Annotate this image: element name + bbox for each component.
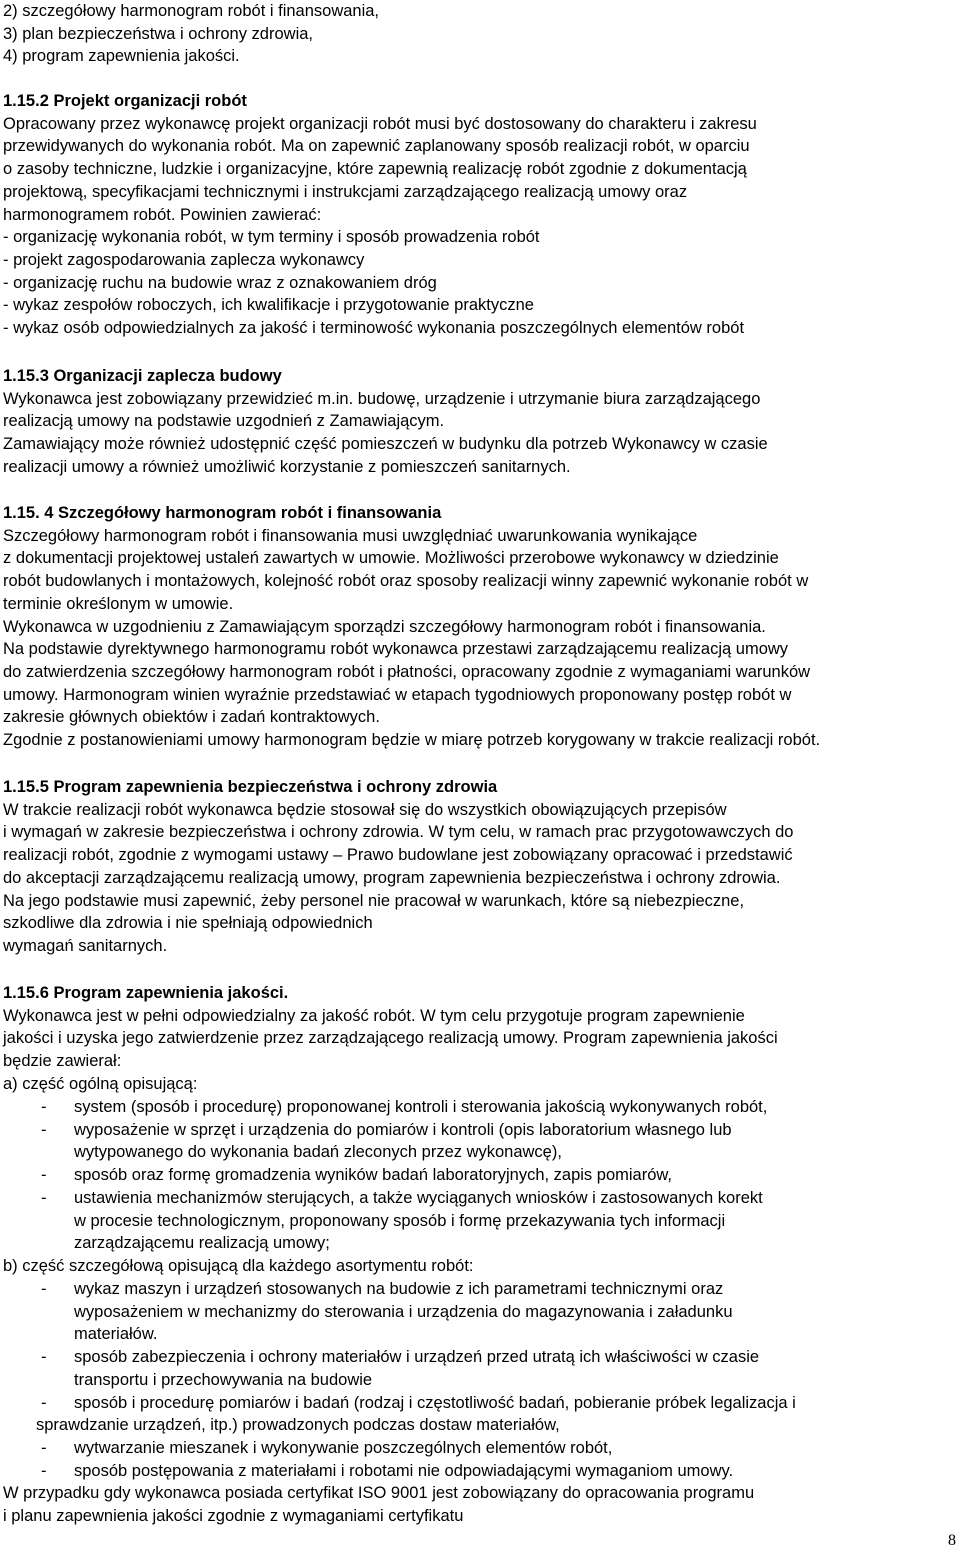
paragraph-line: Wykonawca jest w pełni odpowiedzialny za jakość robót. W tym celu przygotuje program zapewnienie xyxy=(3,1006,745,1025)
paragraph-line: przewidywanych do wykonania robót. Ma on zapewnić zaplanowany sposób realizacji robót, w oparciu xyxy=(3,137,750,156)
paragraph-line: Opracowany przez wykonawcę projekt organizacji robót musi być dostosowany do charakteru i zakresu xyxy=(3,114,757,133)
section-projekt-organizacji xyxy=(3,90,955,340)
list-item-text: sposób postępowania z materiałami i robotami nie odpowiadającymi wymaganiom umowy. xyxy=(74,1461,734,1480)
paragraph-line: - organizację wykonania robót, w tym terminy i sposób prowadzenia robót xyxy=(3,228,540,247)
list-item-text: sposób zabezpieczenia i ochrony materiałów i urządzeń przed utratą ich właściwości w czasie xyxy=(74,1348,760,1367)
paragraph-line: i wymagań w zakresie bezpieczeństwa i ochrony zdrowia. W tym celu, w ramach prac przygotowawczych do xyxy=(3,823,794,842)
paragraph-line: Wykonawca w uzgodnieniu z Zamawiającym sporządzi szczegółowy harmonogram robót i finansowania. xyxy=(3,617,766,636)
part-b-label: b) część szczegółową opisującą dla każdego asortymentu robót: xyxy=(3,1257,474,1275)
list-item xyxy=(3,1278,955,1301)
list-item-text: ustawienia mechanizmów sterujących, a także wyciąganych wniosków i zastosowanych korekt xyxy=(74,1188,763,1207)
section-heading: 1.15.2 Projekt organizacji robót xyxy=(3,92,247,110)
list-item-text: sposób oraz formę gromadzenia wyników badań laboratoryjnych, zapis pomiarów, xyxy=(74,1166,672,1185)
paragraph-line: W trakcie realizacji robót wykonawca będzie stosował się do wszystkich obowiązujących przepisów xyxy=(3,800,727,819)
list-item-continuation: wytypowanego do wykonania badań zleconych przez wykonawcę), xyxy=(74,1143,562,1162)
list-item xyxy=(3,1119,955,1142)
section-heading: 1.15.3 Organizacji zaplecza budowy xyxy=(3,367,282,385)
bullet-dash: - xyxy=(41,1438,47,1457)
paragraph-line: będzie zawierał: xyxy=(3,1052,122,1071)
section-program-jakosci xyxy=(3,982,955,1096)
paragraph-line: terminie określonym w umowie. xyxy=(3,594,234,613)
paragraph-line: - projekt zagospodarowania zaplecza wykonawcy xyxy=(3,250,365,269)
list-item-continuation: zarządzającemu realizacją umowy; xyxy=(74,1234,330,1253)
bullet-dash: - xyxy=(41,1188,47,1207)
paragraph-line: szkodliwe dla zdrowia i nie spełniają odpowiednich xyxy=(3,914,373,933)
section-bezpieczenstwo xyxy=(3,776,955,958)
paragraph-line: Zgodnie z postanowieniami umowy harmonogram będzie w miarę potrzeb korygowany w trakcie realizacji robót. xyxy=(3,731,821,750)
bullet-dash: - xyxy=(41,1120,47,1139)
part-b-list xyxy=(3,1278,955,1482)
paragraph-line: zakresie głównych obiektów i zadań kontraktowych. xyxy=(3,708,380,727)
bullet-dash: - xyxy=(41,1348,47,1367)
page-number: 8 xyxy=(948,1532,956,1549)
section-harmonogram xyxy=(3,502,955,752)
list-item: 4) program zapewnienia jakości. xyxy=(3,47,240,66)
list-item-continuation: wyposażeniem w mechanizmy do sterowania i urządzenia do magazynowania i załadunku xyxy=(74,1302,733,1321)
bullet-dash: - xyxy=(41,1166,47,1185)
list-item-continuation: w procesie technologicznym, proponowany sposób i formę przekazywania tych informacji xyxy=(74,1211,726,1230)
paragraph-line: Zamawiający może również udostępnić część pomieszczeń w budynku dla potrzeb Wykonawcy w czasie xyxy=(3,435,768,454)
list-item xyxy=(3,1187,955,1210)
section-heading: 1.15.6 Program zapewnienia jakości. xyxy=(3,984,289,1002)
paragraph-line: - wykaz osób odpowiedzialnych za jakość i terminowość wykonania poszczególnych elementów robót xyxy=(3,319,745,338)
paragraph-line: do zatwierdzenia szczegółowy harmonogram robót i płatności, opracowany zgodnie z wymaganiami warunków xyxy=(3,662,811,681)
bullet-dash: - xyxy=(41,1098,47,1116)
paragraph-line: - organizację ruchu na budowie wraz z oznakowaniem dróg xyxy=(3,273,437,292)
section-heading: 1.15.5 Program zapewnienia bezpieczeństwa i ochrony zdrowia xyxy=(3,778,498,796)
paragraph-line: Szczegółowy harmonogram robót i finansowania musi uwzględniać uwarunkowania wynikające xyxy=(3,526,698,545)
list-item xyxy=(3,1437,955,1460)
paragraph-line: realizacji umowy a również umożliwić korzystanie z pomieszczeń sanitarnych. xyxy=(3,457,571,476)
paragraph-line: Na podstawie dyrektywnego harmonogramu robót wykonawca przestawi zarządzającemu realizacją umowy xyxy=(3,640,789,659)
section-heading: 1.15. 4 Szczegółowy harmonogram robót i finansowania xyxy=(3,504,442,522)
paragraph-line: robót budowlanych i montażowych, kolejność robót oraz sposoby realizacji winny zapewnić wykonanie robót w xyxy=(3,572,809,591)
top-list xyxy=(3,0,955,68)
list-item: 3) plan bezpieczeństwa i ochrony zdrowia, xyxy=(3,24,313,43)
paragraph-line: - wykaz zespołów roboczych, ich kwalifikacje i przygotowanie praktyczne xyxy=(3,296,534,315)
paragraph-line: Na jego podstawie musi zapewnić, żeby personel nie pracował w warunkach, które są niebezpieczne, xyxy=(3,891,745,910)
list-item-text: sposób i procedurę pomiarów i badań (rodzaj i częstotliwość badań, pobieranie próbek legalizacja i xyxy=(74,1393,796,1412)
paragraph-line: projektową, specyfikacjami technicznymi i instrukcjami zarządzającego realizacją umowy oraz xyxy=(3,182,688,201)
list-item-text: wykaz maszyn i urządzeń stosowanych na budowie z ich parametrami technicznymi oraz xyxy=(74,1280,724,1298)
paragraph-line: realizacji robót, zgodnie z wymogami ustawy – Prawo budowlane jest zobowiązany opracować i przedstawić xyxy=(3,846,793,865)
paragraph-line: o zasoby techniczne, ludzkie i organizacyjne, które zapewnią realizację robót zgodnie z dokumentacją xyxy=(3,160,747,179)
bullet-dash: - xyxy=(41,1280,47,1298)
bullet-dash: - xyxy=(41,1461,47,1480)
list-item-continuation: sprawdzanie urządzeń, itp.) prowadzonych podczas dostaw materiałów, xyxy=(36,1416,560,1435)
list-item-text: wyposażenie w sprzęt i urządzenia do pomiarów i kontroli (opis laboratorium własnego lub xyxy=(74,1120,732,1139)
part-b-label-block xyxy=(3,1255,955,1278)
list-item-continuation: transportu i przechowywania na budowie xyxy=(74,1370,373,1389)
part-a-list xyxy=(3,1096,955,1255)
paragraph-line: wymagań sanitarnych. xyxy=(3,936,168,955)
paragraph-line: realizacją umowy na podstawie uzgodnień z Zamawiającym. xyxy=(3,412,445,431)
list-item xyxy=(3,1460,955,1483)
section-organizacja-zaplecza xyxy=(3,365,955,479)
list-item xyxy=(3,1096,955,1119)
paragraph-line: do akceptacji zarządzającemu realizacją umowy, program zapewnienia bezpieczeństwa i ochrony zdrowia. xyxy=(3,868,781,887)
list-item-text: system (sposób i procedurę) proponowanej kontroli i sterowania jakością wykonywanych robót, xyxy=(74,1098,768,1116)
list-item xyxy=(3,1164,955,1187)
part-a-label: a) część ogólną opisującą: xyxy=(3,1074,198,1093)
paragraph-line: i planu zapewnienia jakości zgodnie z wymaganiami certyfikatu xyxy=(3,1506,464,1525)
list-item xyxy=(3,1392,955,1415)
list-item: 2) szczegółowy harmonogram robót i finansowania, xyxy=(3,2,380,20)
bullet-dash: - xyxy=(41,1393,47,1412)
paragraph-line: harmonogramem robót. Powinien zawierać: xyxy=(3,205,322,224)
paragraph-line: umowy. Harmonogram winien wyraźnie przedstawiać w etapach tygodniowych proponowany postęp robót w xyxy=(3,685,792,704)
list-item-text: wytwarzanie mieszanek i wykonywanie poszczególnych elementów robót, xyxy=(74,1438,613,1457)
paragraph-line: z dokumentacji projektowej ustaleń zawartych w umowie. Możliwości przerobowe wykonawcy w dziedzinie xyxy=(3,549,779,568)
paragraph-line: Wykonawca jest zobowiązany przewidzieć m.in. budowę, urządzenie i utrzymanie biura zarządzającego xyxy=(3,389,761,408)
list-item xyxy=(3,1346,955,1369)
paragraph-line: jakości i uzyska jego zatwierdzenie przez zarządzającego realizacją umowy. Program zapewnienia jakości xyxy=(3,1029,778,1048)
list-item-continuation: materiałów. xyxy=(74,1325,158,1344)
paragraph-line: W przypadku gdy wykonawca posiada certyfikat ISO 9001 jest zobowiązany do opracowania programu xyxy=(3,1484,755,1502)
closing-paragraph xyxy=(3,1482,955,1527)
